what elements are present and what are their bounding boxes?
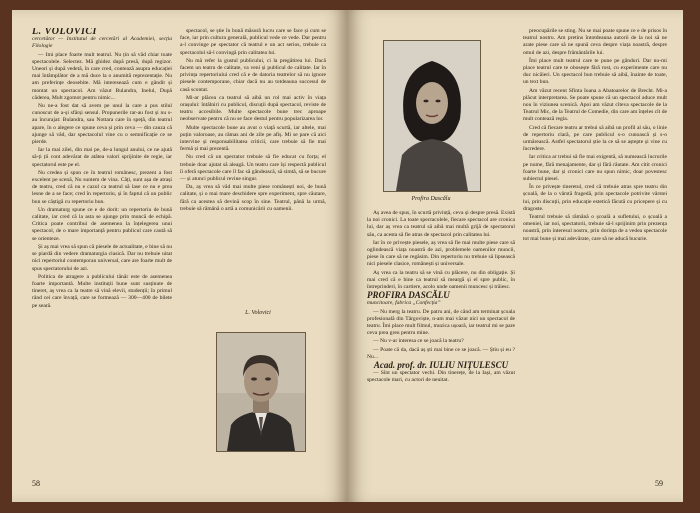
left-col2-body (180, 28, 326, 213)
right-col1-body (367, 210, 515, 291)
photo-caption: L. Volovici (245, 310, 271, 316)
left-col1-body (32, 52, 172, 310)
author-role: cercetător — Institutul de cercetări al Academiei, secția Filologie (32, 36, 172, 50)
portrait-photo-woman (383, 40, 481, 192)
paragraph: Și aș mai vrea să spun că piesele de actualitate, e bine să nu se piardă din vedere dramaturgia clasică. Dar nu trebuie uitat nici repertoriul contemporan universal, care are foarte mult de spus spectatorului de azi. (32, 243, 172, 272)
portrait-man-image (217, 333, 305, 451)
portrait-woman-image (384, 41, 480, 191)
right-column-2 (523, 28, 667, 490)
page-number-left: 58 (32, 479, 40, 488)
paragraph: — Nu v-ar interesa ce se joacă la teatru? (373, 338, 464, 345)
paragraph: Multe spectacole bune au avut o viață scurtă, iar altele, mai puțin valoroase, au rămas ani de zile pe afiș. Mi se pare că aici intervine și responsabilitatea criticii, care trebuie să fie mai fermă și mai prezentă. (180, 124, 326, 153)
paragraph: Îmi place mult teatrul care te pune pe gânduri. Dar nu-mi place teatrul care te obosește fără rost, cu experimente care nu duc nicăieri. Un spectacol bun trebuie să aibă, înainte de toate, un text bun. (523, 57, 667, 86)
paragraph: Teatrul trebuie să rămână o școală a sufletului, o școală a omeniei, iar noi, spectatorii, trebuie să-l sprijinim prin prezența noastră, prin interesul nostru, prin dorința de a vedea spectacole tot mai bune și mai adevărate, care să ne aducă bucurie. (523, 214, 667, 242)
right-col1b-body (367, 309, 515, 361)
right-column-1 (367, 210, 515, 490)
paragraph: — Poate că da, dacă aș ști mai bine ce se joacă. — Știu și eu ? Nu... (367, 346, 515, 360)
paragraph: — Imi place foarte mult teatrul. Nu țin să văd chiar toate spectacolele. Selectez. Mă ghidez după presă, după regizor. Uneori și după vedetă, în care cred, contează asupra educației mai întâmplător de a mă duce la o anumită reprezentație. Nu am preferințe deosebite. Mă interesează cum e gândit și montat un spectacol. Am văzut Bulandra, Inelul, După căderea, Mult zgomot pentru nimic... (32, 51, 172, 101)
paragraph: spectacol, se știe în bună măsură lucru care se face și cum se face, iar prin cultura generală, publicul vede ce vede. Dar pentru a-l convinge pe spectator că teatrul e un act serios, trebuie ca spectacolul să-l convingă prin calitatea lui. (180, 28, 326, 56)
paragraph: — Nu merg la teatru. De patru ani, de când am terminat școala profesională din Târgoviște, n-am mai văzut nici un spectacol de teatru. Îmi place mult filmul, muzica ușoară, iar teatrul mi se pare ceva prea greu pentru mine. (367, 308, 515, 337)
paragraph: Iar la mai zilei, din mai pe, de-a lungul anului, ce ne ajută să-ți ții cont adevărat de atâtea valori sprijinite de regie, iar spectatorul este pe el. (32, 147, 172, 168)
author-name: L. VOLOVICI (32, 28, 97, 37)
interviewee-title: PROFIRA DASCĂLU (367, 290, 450, 301)
interviewee-role: muncitoare, fabrica „Confecția” (367, 300, 441, 307)
paragraph: Am văzut recent Sfinta Ioana a Abatoarelor de Brecht. Mi-a plăcut interpretarea. Se poate spune că un spectacol aduce mult nou în viziunea scenică. Apoi am văzut cîteva spectacole de la Teatrul Mic, de la Teatrul de Comedie, din care am înțeles cît de mult contează regia. (523, 87, 667, 123)
right-page (347, 10, 683, 502)
paragraph: Da, aș vrea să văd mai multe piese românești noi, de bună calitate, și o mai mare deschidere spre experiment, spre căutare, fără ca acestea să devină scop în sine. Teatrul, până la urmă, trebuie să rămână o artă a comunicării cu oamenii. (180, 184, 326, 212)
paragraph: Aș vrea ca la teatru să se vină cu plăcere, nu din obligație. Și mai cred că e bine ca teatrul să meargă și el spre public, în întreprinderi, în cartiere, acolo unde oamenii muncesc și trăiesc. (367, 269, 515, 291)
left-column-1 (32, 28, 172, 486)
paragraph: Aș avea de spus, în scurtă privință, ceva și despre presă. Există la noi cronici. La toate spectacolele, fiecare spectacol are cronica lui, dar aș vrea ca teatrul să aibă mai multă grijă de spectatorul său, ca acesta să fie atras de spectacol prin calitatea lui. (367, 210, 515, 238)
paragraph: Iar în ce privește piesele, aș vrea să fie mai multe piese care să oglindească viața noastră de azi, problemele oamenilor muncii, piese în care să ne regăsim. Din repertoriu nu trebuie să lipsească nici piesele clasice, românești și universale. (367, 239, 515, 268)
paragraph: Nu credea și spun ce în teatrul românesc, prezent a fost excelent pe scenă, Nu suntem de vina. Câți, sunt așa de atrași de teatru, cred că nu e cazul ca teatrul să lase ce nu e prea lesne de a se face; cred în repertoriu, și în faptul că un public bun se câștigă cu repertoriu bun. (32, 169, 172, 205)
right-col2-body (523, 28, 667, 243)
paragraph: Mi-ar plăcea ca teatrul să aibă un rol mai activ în viața orașului: întâlniri cu publicul, discuții după spectacol, reviste de teatru accesibile. Multe spectacole bune trec aproape neobservate pentru că nu se face destul pentru popularizarea lor. (180, 94, 326, 123)
paragraph: — Sînt un spectator vechi. Din tinerețe, de la Iași, am văzut spectacole mari, cu actori de neuitat. (367, 370, 515, 384)
paragraph: Nu mă refer la gustul publicului, ci la pregătirea lui. Dacă facem un teatru de calitate, va veni și publicul de calitate. Iar în privința repertoriului cred că e de datoria teatrelor să nu ignore piesele contemporane, chiar dacă nu au totdeauna succesul de casă scontat. (180, 57, 326, 93)
left-column-2 (180, 28, 326, 286)
left-page (12, 10, 347, 502)
paragraph: În ce privește tineretul, cred că trebuie atras spre teatru din școală, de la o vârstă fragedă, prin spectacole potrivite vârstei lui, prin discuții, prin educație estetică făcută cu pricepere și cu dragoste. (523, 184, 667, 212)
paragraph: Politica de atragere a publicului tânăr este de asemenea foarte importantă. Multe instituții bune sunt susținute de tineret, aș vrea ca la teatre să vină elevii, studenții; în primul rând cei care învață, care se formează — 300—400 de bilete pe seară. (32, 273, 172, 309)
right-col1c-body (367, 370, 515, 384)
paragraph: Iar critica ar trebui să fie mai exigentă, să numească lucrurile pe nume, fără menajamente, dar și fără răutate. Am citit cronici foarte bune, dar și cronici care nu spun nimic, doar povestesc subiectul piesei. (523, 154, 667, 183)
interviewee2-title: Acad. prof. dr. IULIU NIȚULESCU (373, 360, 509, 371)
paragraph: Nu ne-a fost dat să avem pe unul la care a pus stilul cunoscut de a-și sfârși sensul. Propunerile rar-au fost și nu s-au încurajat: Bulandra, sau Nottara care în speță, din teatrul apare, în o alegere ce spune ceva și prin ceva — din cauza că ajunge să văd, dar spectacolul vine cu o semnificație ce se pierde. (32, 103, 172, 146)
photo-caption-right: Profira Dascălu (411, 196, 451, 202)
paragraph: Cred că fiecare teatru ar trebui să aibă un profil al său, o linie de repertoriu clară, pe care publicul s-o cunoască și s-o urmărească. Astfel spectatorul știe la ce să se aștepte și vine cu încredere. (523, 124, 667, 153)
paragraph: Nu cred că un spectator trebuie să fie educat cu forța; el trebuie doar ajutat să aleagă. Un teatru care își respectă publicul îi oferă spectacole care îl fac să gândească, să simtă, să se bucure — și atunci publicul revine singur. (180, 154, 326, 183)
paragraph: preocupările se sting. Nu se mai poate spune ce e de prisos în teatrul nostru. Am pretins întotdeauna autorii de la noi să ne arate piese care să ne spună ceva despre viața noastră, despre omul de azi, despre frământările lui. (523, 28, 667, 56)
paragraph: Un dramaturg spune ce e de dorit: un repertoriu de bună calitate, iar cred că la asta se ajunge prin muncă de echipă. Critica poate contribui de asemenea la înțelegerea unui spectacol, de o mare importanță pentru publicul care caută să se orienteze. (32, 206, 172, 242)
portrait-photo (216, 332, 306, 452)
page-number-right: 59 (655, 479, 663, 488)
